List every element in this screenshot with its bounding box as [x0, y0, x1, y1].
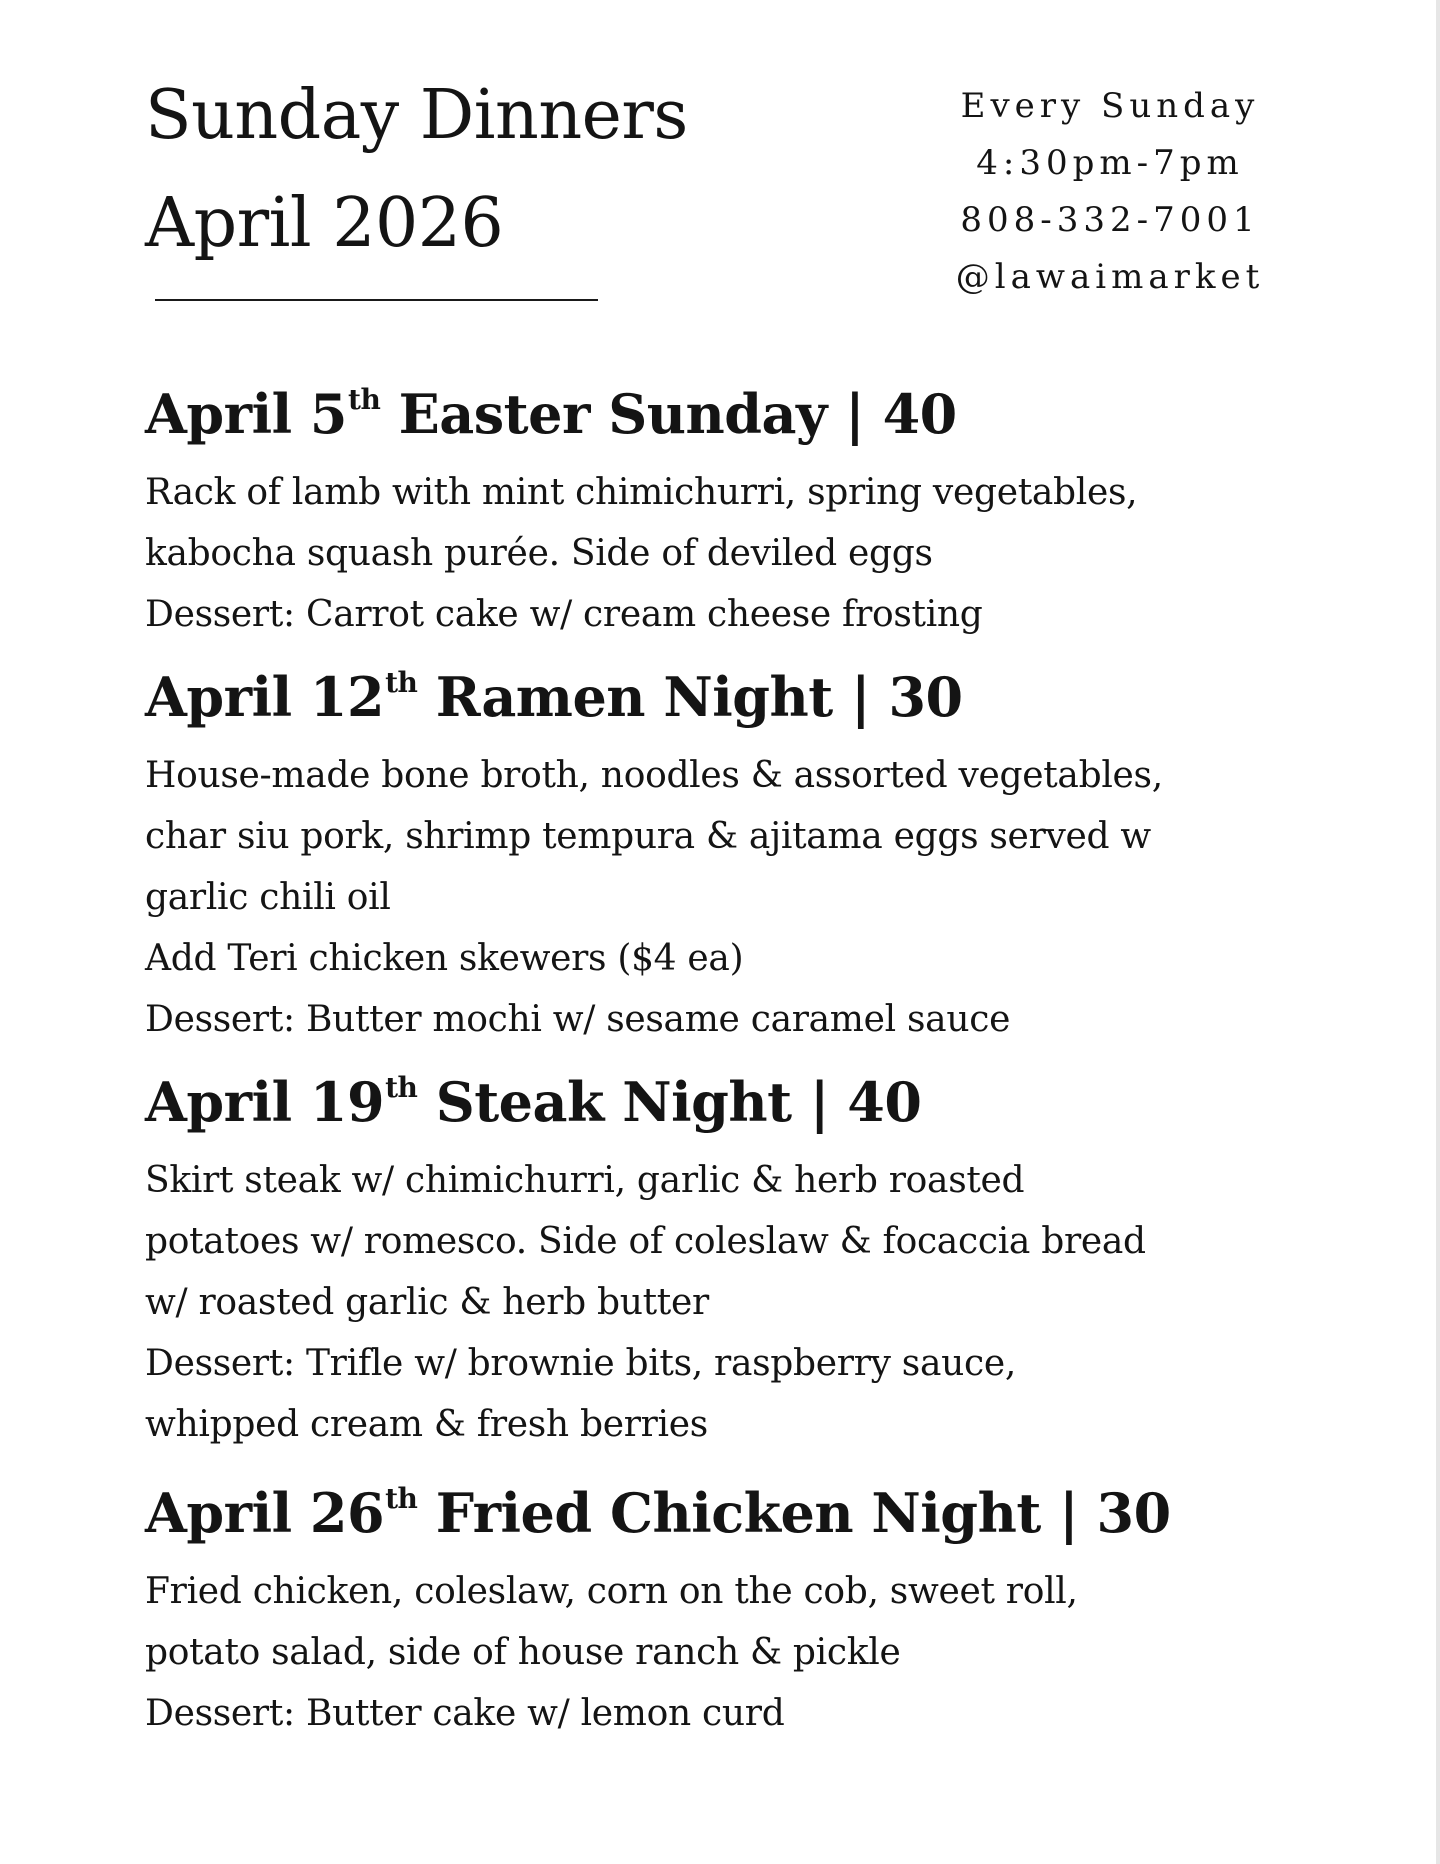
event-date: April 19 [145, 1070, 385, 1134]
event-heading [145, 1064, 1405, 1150]
event-fried-chicken [145, 1475, 1405, 1744]
event-date: April 26 [145, 1481, 385, 1545]
event-name: Fried Chicken Night | 30 [435, 1481, 1171, 1545]
event-dessert-line: whipped cream & fresh berries [145, 1404, 708, 1445]
schedule-text: Every Sunday [960, 86, 1260, 126]
date-suffix: th [348, 383, 381, 416]
event-heading [145, 1475, 1405, 1561]
event-steak [145, 1064, 1405, 1455]
title-line-2: April 2026 [145, 184, 504, 263]
event-name: Steak Night | 40 [435, 1070, 922, 1134]
date-suffix: th [385, 666, 418, 699]
event-description-line: Skirt steak w/ chimichurri, garlic & herb roasted [145, 1160, 1025, 1201]
event-date: April 5 [145, 382, 348, 446]
event-date: April 12 [145, 665, 385, 729]
event-dessert-line: Dessert: Trifle w/ brownie bits, raspberry sauce, [145, 1343, 1017, 1384]
date-suffix: th [385, 1482, 418, 1515]
event-description-line: potato salad, side of house ranch & pickle [145, 1632, 901, 1673]
social-handle: @lawaimarket [955, 257, 1265, 297]
event-dessert-line: Dessert: Butter cake w/ lemon curd [145, 1693, 785, 1734]
event-description-line: char siu pork, shrimp tempura & ajitama eggs served w [145, 816, 1151, 857]
event-description-line: Rack of lamb with mint chimichurri, spring vegetables, [145, 472, 1138, 513]
title-line-1: Sunday Dinners [145, 76, 688, 155]
event-addon-line: Add Teri chicken skewers ($4 ea) [145, 938, 744, 979]
phone-text: 808-332-7001 [960, 200, 1260, 240]
title-divider [155, 299, 598, 301]
event-heading [145, 659, 1405, 745]
info-block [925, 78, 1295, 306]
event-description-line: Fried chicken, coleslaw, corn on the cob, sweet roll, [145, 1571, 1078, 1612]
date-suffix: th [385, 1071, 418, 1104]
event-heading [145, 376, 1405, 462]
event-description-line: w/ roasted garlic & herb butter [145, 1282, 709, 1323]
event-description-line: garlic chili oil [145, 877, 391, 918]
event-ramen [145, 659, 1405, 1050]
event-description-line: potatoes w/ romesco. Side of coleslaw & focaccia bread [145, 1221, 1146, 1262]
event-description-line: kabocha squash purée. Side of deviled eggs [145, 533, 933, 574]
event-dessert-line: Dessert: Carrot cake w/ cream cheese frosting [145, 594, 983, 635]
page-edge [1436, 0, 1440, 1864]
event-description-line: House-made bone broth, noodles & assorted vegetables, [145, 755, 1163, 796]
hours-text: 4:30pm-7pm [976, 143, 1244, 183]
event-name: Ramen Night | 30 [435, 665, 963, 729]
event-name: Easter Sunday | 40 [398, 382, 957, 446]
menu-list [145, 376, 1405, 1758]
event-dessert-line: Dessert: Butter mochi w/ sesame caramel sauce [145, 999, 1011, 1040]
event-easter [145, 376, 1405, 645]
page-title [145, 62, 688, 278]
